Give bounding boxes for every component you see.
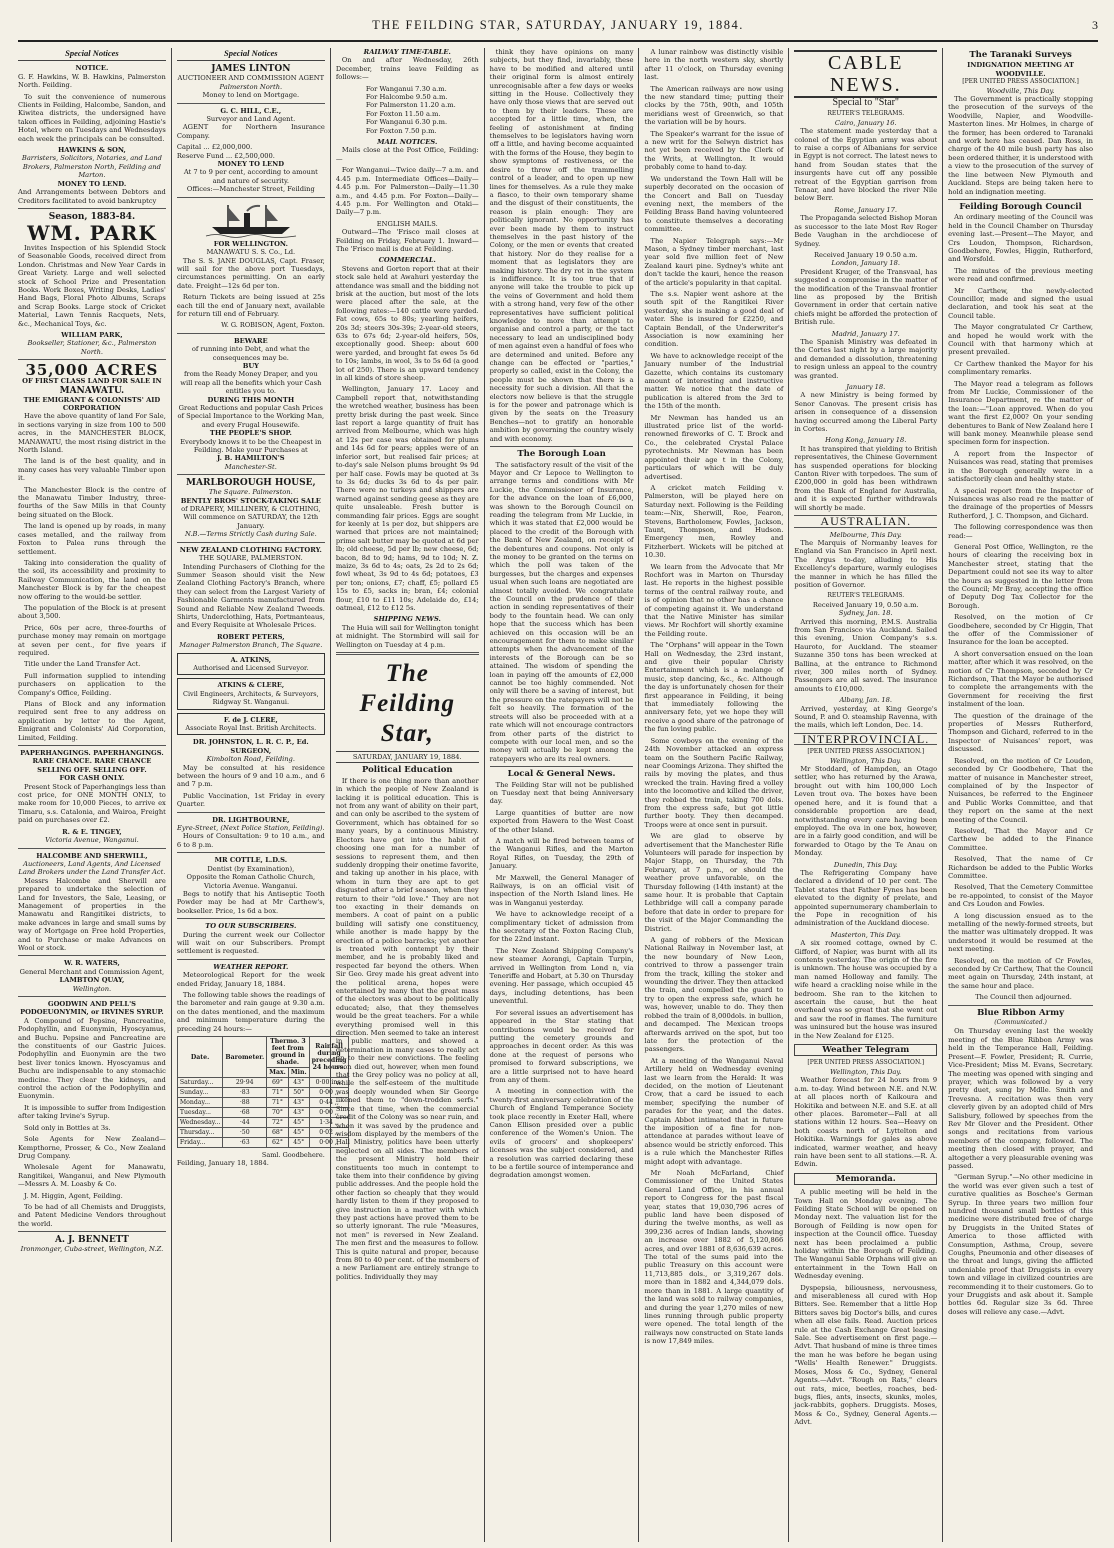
news-p2: The American railways are now using the new standard time; putting their clocks by the 75th, 90th, and 105th meridians west of Greenwich, so that the variation will be by hours.	[644, 84, 784, 127]
memoranda-heading: Memoranda.	[794, 1173, 937, 1185]
notice-names: G. F. Hawkins, W. B. Hawkins, Palmerston North. Feilding.	[18, 72, 166, 90]
nz-clothing-address: THE SQUARE, PALMERSTON.	[198, 554, 303, 563]
atkins-title: Authorised and Licensed Surveyor.	[193, 663, 309, 672]
council-p9: The following correspondence was then read:—	[948, 523, 1093, 540]
during-text: Great Reductions and popular Cash Prices of Special Importance to the Working Man, and every Frugal Housewife.	[177, 404, 325, 429]
atkins-card	[177, 653, 325, 676]
weather-telegram-heading: Weather Telegram	[794, 1044, 937, 1056]
weather-signature: Saml. Goodbehere.	[261, 1151, 325, 1159]
table-cell: 0·00 ,,	[309, 1088, 349, 1098]
local-p8: A meeting in connection with the twenty-first anniversary celebration of the Church of England Temperance Society took place recently in Exeter Hall, where Canon Ellison presided over a public conference of the Women's Union. The evils of grocers' and shopkeepers' licenses was the subject considered, and a resolution was carried declaring these to be a fertile source of intemperance and degradation amongst women.	[489, 1087, 634, 1180]
lightbourne-hours: Hours of Consultation: 9 to 10 a.m., and 6 to 8 p.m.	[176, 832, 325, 849]
table-row	[177, 1138, 349, 1148]
hongkong-dateline: Hong Kong, January 18.	[825, 436, 907, 445]
london-text: President Kruger, of the Transvaal, has suggested a compromise in the matter of the modification of the Transvaal frontier line as proposed by the British Government in order that certain native chiefs might be afforded the protection of British rule.	[794, 267, 938, 327]
local-news-heading: Local & General News.	[507, 769, 616, 780]
land-p2: The Manchester Block is the centre of the Manawatu Timber Industry, three-fourths of the Saw Mills in that County being situated on the Block.	[18, 485, 166, 519]
madrid-text: The Spanish Ministry was defeated in the Cortes last night by a large majority and demanded a dissolution, threatening to resign unless an appeal to the country was granted.	[794, 337, 938, 380]
steamship-company: MANAWATU S. S. Co., Ld.	[206, 248, 296, 257]
table-cell: ·88	[223, 1098, 267, 1108]
political-text: If there is one thing more than another in which the people of New Zealand is lacking it is political education. This is not from any want of ability on their part, and can only be ascribed to the system of Government, which has obtained for so many years, by a continuous Ministry. Electors have got into the habit of choosing one man for a number of sessions to represent them, and then suddenly dropping their onetime favorite, and taking up another in his place, with whom in turn they are apt to get disgusted after a brief season, when they return to their "old love." They are not too exacting in their demands on members. A coat of paint on a public building will satisfy one constituency, while another is made happy by the erection of a police barracks; yet another is treated with contempt by their member, and he is probably liked and respected far beyond the others. When Sir Geo. Grey made his great advent into the political arena, hopes were entertained by many that the great mass of the electors was about to be politically educated; also, that they themselves would be the great teachers. For a while everything promised well in this direction. Men seemed to take an interest in public matters, and showed a determination in many cases to really act up to their new convictions. The feeling soon died out, however, when men found that the Grey policy was no policy at all, while the self-esteem of the multitude was deeply wounded when Sir George likened them to "down-trodden serfs." Since that time, when the commercial credit of the Colony was so near ruin, and when it was saved by the prudence and wisdom displayed by the members of the Hall Ministry, politics have been utterly neglected on all sides. The members of the present Ministry hold their constituents too much in contempt to take them into their confidence by giving public addresses. And the people hold the other faction so cheaply that they would hardly listen to them if they proposed to give instruction in a matter with which they past actions have proved them to be so utterly ignorant. The rule "Measures, not men" is reversed in New Zealand. The men first and the measures to follow. This is quite natural and proper, because from 80 to 40 per cent. of the members of a new Parliament are entirely strange to politics. Individually they may	[335, 776, 479, 1281]
news-p11: The "Orphans" will appear in the Town Hall on Wednesday, the 23rd instant, and give their popular Christy Entertainment which is a melange of music, step dancing, &c., &c. Although the day is unfortunately chosen for their first appearance in Feilding, it being that immediately following the anniversary fete, yet we hope they will receive a good share of the patronage of the fun loving public.	[644, 641, 784, 734]
table-cell: 70°	[267, 1108, 289, 1118]
sydney-dateline: Sydney, Jan. 18.	[838, 609, 893, 618]
weather-report-text: Meteorological Report for the week ended Friday, January 18, 1884.	[176, 971, 325, 988]
table-header-date: Date.	[177, 1037, 223, 1078]
columns	[18, 48, 1098, 1542]
atkins-clere-title: Civil Engineers, Architects, & Surveyors,	[182, 689, 319, 698]
borough-loan-heading: The Borough Loan	[517, 449, 606, 460]
council-p4: The Mayor congratulated Cr Carthew, and hoped he would work with the Council with that harmony which at present prevailed.	[948, 323, 1093, 357]
column-header: Special Notices	[18, 48, 166, 61]
local-p4: Mr Maxwell, the General Manager of Railways, is on an official visit of inspection of the North Island lines. He was in Wanganui yesterday.	[489, 873, 634, 907]
rail-time-4: For Wanganui 6.30 p.m.	[365, 118, 448, 127]
memoranda-text: A public meeting will be held in the Town Hall on Monday evening. The Feilding State School will be opened on Monday next. The valuation list for the Borough of Feilding is now open for inspection at the Council office. Tuesday next has been proclaimed a public holiday within the Borough of Feilding. The Wanganui Sable Orphans will give an entertainment in the Town Hall on Wednesday evening.	[794, 1188, 938, 1281]
money-to-lend: MONEY TO LEND	[217, 160, 285, 169]
money-text: And Arrangements between Debtors and Creditors facilitated to avoid bankruptcy	[18, 188, 166, 205]
clere-name: F. de J. CLERE,	[223, 715, 278, 724]
column-2	[171, 48, 347, 1542]
column-3	[330, 48, 484, 1542]
news-p16: Mr Noah McFarland, Chief Commissioner of the United States General Land Office, in his annual report to Congress for the past fiscal year, states that 19,030,796 acres of public land have been disposed of during the twelve months, as well as 399,236 acres of Indian lands, showing an increase over 1882 of 5,120,866 acres, and over 1881 of 8,636,639 acres. The total of the sums paid into the public Treasury on this account were 11,713,885 dols., or 3,319,267 dols. more than in 1882 and 4,344,079 dols. more than in 1881. A large quantity of the land was sold to railway companies, and during the year 1,270 miles of new lines running through public property were opened. The total length of the railways now constructed on State lands is now 17,849 miles.	[644, 1169, 784, 1346]
special-to-star: Special to "Star"	[832, 97, 899, 108]
cottle-title: Dentist (by Examination),	[207, 864, 295, 873]
weather-table	[177, 1036, 350, 1148]
english-mails: ENGLISH MAILS.	[376, 219, 438, 228]
insurance-agent: AGENT for Northern Insurance Company.	[176, 123, 325, 140]
surveys-press-label: [PER UNITED PRESS ASSOCIATION.]	[962, 78, 1079, 86]
news-p15: At a meeting of the Wanganui Naval Artillery held on Wednesday evening last we learn from the Herald: It was decided, on the motion of Lieutenant Crow, that a card be issued to each member, specifying the number of parades for the year, and the dates. Captain Abbot intimated that in future the imposition of a fine for non-attendance at parades without leave of absence would be strictly enforced. This is a rule which the Manchester Rifles might adopt with advantage.	[644, 1056, 784, 1166]
news-p5: The Napier Telegraph says:—Mr Mason, a Sydney timber merchant, last year sold five million feet of New Zealand kauri pine. Sydney's white ant don't tackle the kauri, hence the reason of the article's popularity in that capital.	[644, 236, 784, 287]
council-p12: A short conversation ensued on the loan matter, after which it was resolved, on the motion of Cr Thompson, seconded by Cr Richardson, That the Mayor be authorised to complete the arrangements with the Government for receiving the first instalment of the loan.	[948, 649, 1093, 709]
peoples-text: Everybody knows it to be the Cheapest in Feilding. Make your Purchases at	[180, 437, 322, 455]
sydney-text: Arrived this morning, P.M.S. Australia from San Francisco via Auckland. Sailed this evening, Union Company's s.s. Hauroto, for Auckland. The steamer Suzanne 350 tons has been wrecked at Ballina, at the entrance to Richmond river, 300 miles north of Sydney. Passengers are all saved. The insurance amounts to £10,000.	[794, 617, 938, 693]
goodwin-p5: Wholesale Agent for Manawatu, Rangitikei, Wanganui, and New Plymouth—Messrs A. M. Loasby & Co.	[18, 1163, 166, 1189]
masterton-dateline: Masterton, This Day.	[830, 930, 901, 939]
table-cell: 0·00 ,,	[309, 1108, 349, 1118]
land-p5: The population of the Block is at present about 3,500.	[18, 603, 166, 621]
mail-heading: MAIL NOTICES.	[377, 138, 438, 147]
steamship-text-2: Return Tickets are being issued at 25s each till the end of January next, available for return till end of February.	[176, 293, 325, 318]
land-p4: Taking into consideration the quality of the soil, its accessibility and proximity to Railway Communication, the land on the Manchester Block is by far the cheapest now offering to the would-be settler.	[18, 558, 166, 601]
lightbourne-address: Eyre-Street, (Next Police Station, Feilding).	[176, 824, 325, 833]
weather-report-text-2: The following table shows the readings of the barometer and rain gauge at 9.30 a.m. on the dates mentioned, and the maximum and minimum temperature during the preceding 24 hours:—	[176, 990, 325, 1033]
table-cell: 71°	[267, 1098, 289, 1108]
paper-name: The Feilding Star,	[359, 660, 455, 748]
clere-card	[177, 713, 325, 736]
council-p11: Resolved, on the motion of Cr Goodbehere, seconded by Cr Higgin, That the offer of the Commissioner of Insurance for the loan be accepted.	[948, 613, 1093, 647]
cottle-address: Opposite the Roman Catholic Church, Victoria Avenue. Wanganui.	[186, 873, 316, 890]
beware-text: of running into Debt, and what the consequences may be.	[191, 345, 310, 362]
table-cell: 1·34 ,,	[309, 1118, 349, 1128]
political-continued: think they have opinions on many subjects, but they find, invariably, these have to be modified and altered until their original form is almost entirely unrecognisable after a few days or weeks sitting in the House. Collectively they have only those views that are served out to them by their leaders. These are accepted for a little time, when, the feeling of astonishment at finding themselves to be legislators having worn off a little, and having become acquainted with the forms of the House, they begin to show symptoms of restiveness, or the desire to throw off the trammelling control of a leader, and to open up new lines for themselves. As a rule they make a fiasco, to their own temporary shame and the disgust of their constituents, the reason is plain enough: They are politically ignorant. No opportunity has ever been made by them to instruct themselves in the past history of the Colony, or the men or events that created that history. Nor do they realise for a moment that as legislators they are making history. The dry rot in the system is indifference. It is too true that if anyone will take the trouble to pick up the veins of Government and hold them with a strong hand, very few of the other representatives have sufficient political knowledge to more than attempt to organise and control a party, or the tact necessary to lead an undisciplined body of men against even a handful of foes who are determined and united. Before any change can be effected or "parties," properly so called, exist in the Colony, the people must be shown that there is a necessity for such a division. All that the electors now believe is that the struggle is for the power and patronage which is given by the seats on the Treasury Benches—not to gratify an honorable ambition by governing the country wisely and with economy.	[489, 48, 634, 443]
table-cell: ·68	[223, 1108, 267, 1118]
bennett-desc: Ironmonger, Cuba-street, Wellington, N.Z.	[20, 1245, 164, 1254]
column-4	[484, 48, 639, 1542]
received-label-2: Received January 19, 0.50 a.m.	[812, 600, 919, 609]
masterton-text: A six roomed cottage, owned by C. Gifford, of Napier, was burnt with all its contents yesterday. The origin of the fire is unknown. The house was occupied by a man named Holloway and family. The wife heard a crackling noise while in the bedroom. She ran to the kitchen to ascertain the cause, but the heat overhead was so great that she went out and saw the roof in flames. The furniture was uninsured but the house was insured in the New Zealand for £125.	[794, 939, 938, 1040]
table-cell: 0·02 ,,	[309, 1128, 349, 1138]
goodwin-p4: Sole Agents for New Zealand—Kempthorne, Prosser, & Co., New Zealand Drug Company.	[18, 1135, 166, 1160]
council-p8: A special report from the Inspector of Nuisances was also read re the matter of the drainage of the properties of Messrs Rutherford, J. C. Thompson, and Gichard.	[948, 486, 1093, 520]
season-heading: Season, 1883-84.	[48, 211, 136, 222]
table-cell: 0·00 ins.	[309, 1078, 349, 1088]
bennett-name: A. J. BENNETT	[54, 1235, 129, 1246]
table-cell: 43°	[288, 1098, 309, 1108]
madrid-dateline: Madrid, January 17.	[831, 329, 900, 338]
goodwin-p2: It is impossible to suffer from Indigestion after taking Irvine's Syrup.	[18, 1103, 166, 1121]
reserve-fund: Reserve Fund ... £2,500,000.	[176, 151, 275, 160]
peters-title: Manager Palmerston Branch, The Square.	[179, 641, 323, 650]
hill-offices: Offices:—Manchester Street, Feilding	[186, 185, 315, 194]
london-dateline: London, January 18.	[831, 259, 901, 268]
table-row	[177, 1078, 349, 1088]
table-cell: 50°	[288, 1088, 309, 1098]
albany-text: Arrived, yesterday, at King George's Sound, P. and O. steamship Ravenna, with the mails, which left London, Dec. 14.	[794, 704, 938, 730]
table-cell: 43°	[288, 1108, 309, 1118]
waters-desc: General Merchant and Commission Agent,	[19, 967, 165, 976]
local-p2: Large quantities of butter are now exported from Hawera to the West Coast of the other Island.	[489, 808, 634, 834]
news-p7: We have to acknowledge receipt of the January number of the Industrial Gazette, which contains its customary amount of interesting and instructive matter. We notice that the date of publication is altered from the 3rd to the 15th of the month.	[644, 351, 784, 411]
park-signature: WILLIAM PARK,	[61, 330, 123, 339]
column-5	[638, 48, 788, 1542]
council-p1: An ordinary meeting of the Council was held in the Council Chamber on Thursday evening last.—Present—The Mayor, and Crs Loudon, Thompson, Richardson, Goodbehere, Fowles, Higgin, Rutherford, and Worsfold.	[948, 213, 1093, 264]
park-text: Invites Inspection of his Splendid Stock of Seasonable Goods, received direct from London. Christmas and New Year Cards in Great Variety. Large and well selected stock of School Prize and Presentation Books. Work Boxes, Writing Desks, Ladies' Hand Bags, Floral Photo Albums, Scraps and Scrap Books. Large stock of Cricket Material, Lawn Tennis Racquets, Nets, &c., Mechanical Toys, &c.	[18, 243, 166, 328]
news-p8: Mr Newman has handed us an illustrated price list of the world-renowned fireworks of C. T. Brock and Co., the celebrated Crystal Palace pyrotechnists. Mr Newman has been appointed their age t in the Colony, particulars of which will be duly advertised.	[644, 413, 784, 481]
land-p9: Plans of Block and any information required sent free to any address on application by letter to the Agent, Emigrant and Colonists' Aid Corporation, Limited, Feilding.	[18, 700, 166, 742]
surveys-text: The Government is practically stopping the prosecution of the surveys of the Woodville, Napier, and Woodville-Masterton lines. Mr Holmes, in charge of the former, has been ordered to Taranaki and work here has ceased. Dan Ross, in charge of the 40 mile bush party has also been ordered thither, it is understood with a view to the prosecution of the survey of the line between New Plymouth and Auckland. Steps are being taken here to hold an indignation meeting.	[948, 95, 1093, 196]
atkins-clere-name: ATKINS & CLERE,	[217, 681, 285, 690]
notice-title: NOTICE.	[75, 64, 109, 73]
land-p3: The land is opened up by roads, in many cases metalled, and the railway from Foxton to Palea runs through the settlement.	[18, 522, 166, 556]
linton-desc: AUCTIONEER AND COMMISSION AGENT	[177, 74, 325, 83]
press-label: [PER UNITED PRESS ASSOCIATION.]	[807, 748, 925, 756]
table-cell: Monday...	[177, 1098, 223, 1108]
table-row	[177, 1088, 349, 1098]
cottle-name: MR COTTLE, L.D.S.	[214, 856, 288, 865]
marlborough-house: MARLBOROUGH HOUSE,	[186, 478, 316, 489]
dunedin-dateline: Dunedin, This Day.	[833, 860, 898, 869]
johnston-hours: May be consulted at his residence between the hours of 9 and 10 a.m., and 6 and 7 p.m.	[176, 763, 325, 789]
table-cell: Thursday...	[177, 1128, 223, 1138]
nz-clothing-heading: NEW ZEALAND CLOTHING FACTORY.	[179, 545, 322, 554]
local-p5: We have to acknowledge receipt of a complimentary ticket of admission from the secretary of the Foxton Racing Club, for the 22nd instant.	[489, 910, 634, 944]
goodwin-heading: GOODWIN AND PELL'S PODOEUONYMIN, or IRVINES SYRUP.	[20, 1000, 164, 1017]
council-p6: The Mayor read a telegram as follows from Mr Luckie, Commissioner of the Insurance Department, re the matter of the loan:—"Loan approved. When do you want the first £2,000? On your sending debentures to Bank of New Zealand here I will bank money. Meanwhile please send specimen form for inspection.	[948, 379, 1093, 447]
council-p19: Resolved, on the motion of Cr Fowles, seconded by Cr Carthew, That the Council meet again on Thursday, 24th instant, at the same hour and place.	[948, 956, 1093, 990]
rail-time-0: For Wanganui 7.30 a.m.	[365, 84, 447, 93]
lambton-quay: LAMBTON QUAY,	[59, 976, 125, 985]
halcombe-desc: Auctioneers, Land Agents, And Licensed Land Brokers under the Land Transfer Act.	[18, 859, 166, 877]
council-p3: Mr Carthew, the newly-elected Councillor, made and signed the usual declaration, and took his seat at the Council table.	[948, 286, 1093, 320]
park-name: WM. PARK	[27, 220, 157, 245]
english-mails-text: Outward—The 'Frisco mail closes at Feilding on Friday, February 1. Inward—The 'Frisco mail is due at Feilding.	[335, 228, 479, 253]
column-1	[18, 48, 171, 1542]
linton-name: JAMES LINTON	[211, 64, 291, 75]
jan18-text: A new Ministry is being formed by Senor Canovas. The present crisis has arisen in consequence of a dissension having occurred among the Liberal Party in Cortes.	[794, 391, 938, 434]
selling-off: SELLING OFF. SELLING OFF.	[37, 765, 147, 774]
notice-text: To suit the convenience of numerous Clients in Feilding, Halcombe, Sandon, and Kiwitea districts, the undersigned have taken offices in Feilding, adjoining Hastie's Hotel, where on Tuesdays and Wednesdays each week the principals can be consulted.	[18, 92, 166, 143]
council-p18: A long discussion ensued as to the metalling of the newly-formed streets, but the matter was ultimately dropped. It was understood it would be resumed at the next meeting.	[948, 911, 1093, 954]
clere-title: Associate Royal Inst. British Architects.	[185, 724, 317, 732]
table-cell: 45°	[288, 1138, 309, 1148]
weather-report-heading: WEATHER REPORT.	[213, 962, 289, 971]
table-cell: 0·44 ,,	[309, 1098, 349, 1108]
table-cell: Friday...	[177, 1138, 223, 1148]
reuters-label: REUTER'S TELEGRAMS.	[827, 110, 905, 118]
hongkong-text: It has transpired that yielding to British representatives, the Chinese Government has suspended operations for blocking Canton River with torpedoes. The sum of £200,000 in gold has been withdrawn from the Bank of England for Australia, and it is expected further withdrawals will shortly be made.	[794, 444, 938, 512]
company-name: THE EMIGRANT & COLONISTS' AID CORPORATION	[23, 395, 161, 412]
atkins-clere-card	[177, 678, 325, 709]
acres-heading: 35,000 ACRES	[25, 361, 159, 380]
blue-ribbon-text: On Thursday evening last the weekly meeting of the Blue Ribbon Army was held in the Temperance Hall, Feilding. Present—F. Fowler, President; R. Currie, Vice-President; Miss M. Evans, Secretary. The meeting was opened with singing and prayer, which was followed by a very pretty duet, sung by Mdlle. Smith and Trevesna. A recitation was then very cleverly given by an adopted child of Mrs Salisbury, followed by speeches from the Rev Mr Glover and the President. Other songs and recitations from various members of the company, followed. The meeting then closed with prayer, and altogether a very pleasurable evening was passed.	[948, 1027, 1093, 1170]
rail-time-5: For Foxton 7.50 p.m.	[365, 126, 437, 135]
steamship-icon	[206, 201, 296, 237]
beware-heading: BEWARE	[233, 336, 268, 345]
news-p1: A lunar rainbow was distinctly visible here in the north western sky, shortly after 11 o'clock, on Thursday evening last.	[644, 48, 784, 82]
table-cell: 0·00 ,,	[309, 1138, 349, 1148]
johnston-vaccination: Public Vaccination, 1st Friday in every Quarter.	[176, 791, 325, 809]
council-p10: General Post Office, Wellington, re the hours of clearing the receiving box in Manchester street, stating that the Department could not see its way to alter the hours as suggested in the letter from the Council; Mr Bray, accepting the office of Deputy Dog Tax Collector for the Borough.	[948, 542, 1093, 610]
council-heading: Feilding Borough Council	[959, 201, 1082, 212]
halcombe-name: HALCOMBE AND SHERWILL,	[36, 851, 148, 860]
council-p13: The question of the drainage of the properties of Messrs Rutherford, Thompson and Gichard, referred to in the Inspector of Nuisances' report, was discussed.	[948, 711, 1093, 754]
money-heading: MONEY TO LEND.	[57, 179, 127, 188]
mail-text: Mails close at the Post Office, Feilding:—	[335, 146, 479, 163]
land-p6: Price, 60s per acre, three-fourths of purchase money may remain on mortgage at seven per cent., for five years if required.	[18, 623, 166, 657]
table-cell: ·83	[223, 1088, 267, 1098]
peoples-shop: THE PEOPLE'S SHOP.	[209, 429, 292, 438]
buy-heading: BUY	[242, 361, 259, 370]
news-p13: We are glad to observe by advertisement that the Manchester Rifle Volunteers will parade for inspection by Major Stapp, on Thursday, the 7th February, at 7 p.m., or should the weather prove unfavorable, on the Thursday following (14th instant) at the same hour. It is probable that Captain Lethbridge will call a company parade before that date in order to prepare for the visit of the Major Commanding the District.	[644, 832, 784, 933]
land-p7: Title under the Land Transfer Act.	[24, 660, 141, 669]
railway-heading: RAILWAY TIME-TABLE.	[363, 48, 451, 56]
council-p2: The minutes of the previous meeting were read and confirmed.	[948, 266, 1093, 284]
bently-sale: BENTLY BROS' STOCK-TAKING SALE	[180, 496, 321, 505]
wellington-text: Mr Stoddard, of Hampden, an Otago settler, who has returned by the Arawa, brought out with him 100,000 Loch Leven trout ova. The boxes have been opened here, and it is found that a considerable proportion are dead, notwithstanding every care having been employed. The ova in one box, however, are in a fairly good condition, and will be forwarded to Otago by the Te Anau on Monday.	[794, 765, 938, 858]
local-p7: For several issues an advertisement has appeared in the Star stating that contributions would be received for putting the cemetery grounds and approaches in decent order. As this was done at the request of persons who promised to forward subscriptions, we are a little surprised not to have heard from any of them.	[489, 1008, 634, 1084]
indignation-heading: INDIGNATION MEETING AT WOODVILLE.	[967, 61, 1074, 78]
news-p9: A cricket match Feilding v. Palmerston, will be played here on Saturday next. Following is the Feilding team:—Nix, Sherwill, Roe, Fearon, Stevens, Bartholomew, Fowles, Jackson, Taunt, Thompson, and Hudson. Emergency men, Rowley and Fitzherbert. Wickets will be pitched at 10.30.	[644, 483, 784, 560]
news-p4: We understand the Town Hall will be superbly decorated on the occasion of the Concert and Ball on Tuesday evening next, the members of the Feilding Brass Band having volunteered to constitute themselves a decorating committee.	[644, 174, 784, 234]
cairo-dateline: Cairo, January 16.	[834, 118, 897, 127]
table-cell: 72°	[267, 1118, 289, 1128]
local-p6: The New Zealand Shipping Company's new steamer Aorangi, Captain Turpin, arrived in Wellington from Lond n, via Teneriffe and Hobart, at 5.30 on Thursday evening. Her passage, which occupied 45 days, including detentions, has been uneventful.	[489, 946, 634, 1006]
australian-heading: AUSTRALIAN.	[794, 515, 937, 527]
news-p6: The s.s. Napier went ashore at the south spit of the Rangitikei River yesterday, she is making a good deal of water. She is insured for £2250, and Captain Bendall, of the Underwriter's Association is now examining her condition.	[644, 289, 784, 349]
blue-ribbon-heading: Blue Ribbon Army	[977, 1007, 1065, 1018]
council-p20: The Council then adjourned.	[975, 993, 1072, 1002]
acres-sub: OF FIRST CLASS LAND FOR SALE IN	[22, 377, 162, 386]
land-p8: Full information supplied to intending purchasers on application to the Company's Office, Feilding.	[18, 671, 166, 697]
table-cell: 62°	[267, 1138, 289, 1148]
table-cell: ·44	[223, 1118, 267, 1128]
nz-clothing-text: Intending Purchasers of Clothing for the Summer Season should visit the New Zealand Clothing Factory's Branch, where they can select from the Largest Variety of Fashionable Garments manufactured from Sound and Reliable New Zealand Tweeds. Shirts, Underclothing, Hats, Portmanteaus, and Every Requisite at Wholesale Prices.	[176, 562, 325, 630]
table-row	[177, 1108, 349, 1118]
cottle-text: Begs to notify that his Antiseptic Tooth Powder may be had at Mr Carthew's, bookseller. Price, 1s 6d a box.	[176, 889, 325, 915]
table-cell: 71°	[267, 1088, 289, 1098]
council-p5: Cr Carthew thanked the Mayor for his complimentary remarks.	[948, 359, 1093, 377]
weather-telegram-text: Weather forecast for 24 hours from 9 a.m. to-day. Wind between N.E. and N.W. at all places north of Kaikoura and Hokitika and between N.E. and S.E. at all other places. Barometer—Fall at all stations within 12 hours. Sea—Heavy on both coasts north of Lyttelton and Hokitika. Warnings for gales as above indicated, warmer weather, and heavy rain have been sent to all stations.—R. A. Edwin.	[794, 1076, 938, 1169]
halcombe-text: Messrs Halcombe and Sherwill are prepared to undertake the selection of Land for Investors, the Sale, Leasing, or Management of properties in the Manawatu and Rangitikei districts, to make advances in large and small sums by way of Mortgage on Free hold Properties, and to Purchase or make Advances on Wool or stock.	[18, 876, 166, 952]
land-p1: The land is of the best quality, and in many cases has very valuable Timber upon it.	[18, 457, 166, 483]
firm-name: HAWKINS & SON,	[57, 146, 126, 155]
table-header-barometer: Barometer.	[223, 1037, 267, 1078]
rome-text: The Propaganda selected Bishop Moran as successor to the late Most Rev Roger Bede Vaughan in the archdiocese of Sydney.	[794, 214, 938, 248]
communicated-label: (Communicated.)	[994, 1019, 1047, 1027]
bently-goods: of DRAPERY, MILLINERY, & CLOTHING,	[181, 505, 321, 514]
column-7	[942, 48, 1098, 1542]
table-row	[177, 1098, 349, 1108]
news-p10: We learn from the Advocate that Mr Rochfort was in Marton on Thursday last. He reports in the highest possible terms of the central railway route, and is of opinion that no other has a chance of competing against it. We understand that the Native Minister has similar views. Mr Rochfort will shortly examine the Feilding route.	[644, 562, 784, 638]
jan18-dateline: January 18.	[846, 383, 886, 391]
table-row	[177, 1128, 349, 1138]
hill-name: G. C. HILL, C.E.,	[220, 106, 282, 115]
lightbourne-name: DR. LIGHTBOURNE,	[212, 815, 290, 824]
melbourne-text: The Marquis of Normanby leaves for England via San Francisco in April next. The Argus to-day, alluding to His Excellency's departure, warmly eulogises the manner in which he has filled the position of Governor.	[794, 538, 938, 589]
weather-press-label: [PER UNITED PRESS ASSOCIATION.]	[807, 1059, 925, 1067]
during-heading: DURING THIS MONTH	[207, 395, 295, 404]
table-cell: 69°	[267, 1078, 289, 1088]
waters-city: Wellington.	[72, 984, 112, 993]
surveys-heading: The Taranaki Surveys	[969, 50, 1072, 60]
tingey-name: R. & E. TINGEY,	[62, 827, 122, 836]
rail-time-3: For Foxton 11.50 a.m.	[365, 109, 441, 118]
page-number: 3	[1092, 18, 1098, 32]
news-p14: A gang of robbers of the Mexican National Railway in November last, at the new boundary of New Leon, contrived to throw a passenger train from the track, killing the stoker and wounding the driver. They then attacked the train, and compelled the guard to try to open the express safe, which he was, however, unable to do. They then robbed the train of 8,000dols. in bullion, and decamped. The Mexican troops afterwards arrived on the spot, but too late for the protection of the passengers.	[644, 936, 784, 1054]
tingey-address: Victoria Avenue, Wanganui.	[45, 836, 139, 845]
commercial-p2: Wellington, January 17. Lacey and Campbell report that, notwithstanding the wretched weather, business has been pretty brisk during the past week. Since last report a large quantity of fruit has arrived from Melbourne, which was high at 12s per case was obtained for plums and 14s 6d for pears; apples were of an inferior sort, but realised fair prices; at to-day's sale Nelson plums brought 9s 9d per half case. Fowls may be quoted at 3s to 3s 6d; ducks 3s 6d to 4s per pair. There were no turkeys and shippers are warned against sending geese as they are quite unsaleable. Fresh butter is commanding fair prices. Eggs are sought for keenly at 1s per doz, but shippers are warned that prices are not maintained; prime salt butter may be quoted at 6d per lb; old cheese, 5d per lb; new cheese, 6d; bacon, 8d to 9d; hams, 9d to 10d; N. Z. maize, 3s 6d to 4s; oats, 2s 2d to 2s 6d; fowl wheat, 3s 9d to 4s 6d; potatoes, £3 per ton; onions, £7; chaff, £5; pollard £5 15s to £5, sacks in; bran, £4; colonial flour, £10 to £11 10s; Adelaide do, £14; oatmeal, £12 to £12 5s.	[335, 385, 479, 612]
mail-times: For Wanganui—Twice daily—7 a.m. and 4.45 p.m. Intermediate Offices—Daily—4.45 p.m. For Palmerston—Daily—11.30 a.m., and 4.45 p.m. For Foxton—Daily—4.45 p.m. For Wellington and Otaki—Daily—7 p.m.	[335, 166, 479, 217]
table-header-thermo: Thermo. 3 feet from ground in shade.	[267, 1037, 310, 1068]
cash-only: FOR CASH ONLY.	[59, 774, 125, 783]
atkins-name: A. ATKINS,	[230, 655, 272, 664]
weather-date: Feilding, January 18, 1884.	[176, 1159, 269, 1168]
goodwin-p7: To be had of all Chemists and Druggists, and Patent Medicine Vendors throughout the world.	[18, 1202, 166, 1228]
table-cell: 45°	[288, 1118, 309, 1128]
park-signature-2: Bookseller, Stationer, &c., Palmerston North.	[27, 339, 157, 356]
table-cell: Saturday...	[177, 1078, 223, 1088]
council-p17: Resolved, That the Cemetery Committee be re-appointed, to consist of the Mayor and Crs Loudon and Fowles.	[948, 883, 1093, 909]
table-cell: 43°	[288, 1078, 309, 1088]
table-header-min: Min.	[288, 1068, 309, 1078]
melbourne-dateline: Melbourne, This Day.	[829, 530, 902, 539]
manawatu-heading: MANAWATU.	[59, 385, 125, 396]
table-cell: Sunday...	[177, 1088, 223, 1098]
johnston-name: DR. JOHNSTON, L. R. C. P., Ed. SURGEON,	[192, 738, 309, 755]
rail-time-2: For Palmerston 11.20 a.m.	[365, 101, 456, 110]
masthead	[18, 12, 1098, 42]
council-p16: Resolved, That the name of Cr Richardson be added to the Public Works Committee.	[948, 855, 1093, 880]
borough-loan-text: The satisfactory result of the visit of the Mayor and Cr Lepoce to Wellington to arrange terms and conditions with Mr Luckie, the Commissioner of Insurance, for the advance on the loan of £6,000, was shown to the Borough Council on reading the telegram from Mr Luckie, in which it was stated that £2,000 would be placed to the credit of the Borough with the Bank of New Zealand, on receipt of the debentures and coupons. Not only is the money to be granted on the terms on which the poll was taken of the burgesses, but the charges and expenses usual when such loans are negotiated are almost totally avoided. We congratulate the Council on the prudence of their action in sending representatives of their body to the fountain head. We can only hope that the success which has been achieved on this occasion will be an encouragement for them to make similar attempts when the advancement of the interests of the Borough can be so attained. The wisdom of spending the loan in paying off the amounts of £2,000 cannot be too highly commended. Not only will there be a saving of interest, but the pressure on the ratepayers will not be felt so heavily. The formation of the streets will also be proceeded with at a rate which will not encourage contractors from other parts of the district to compete with our local men, and so the money will actually be kept among the ratepayers who are its real owners.	[489, 460, 634, 763]
table-cell: 45°	[288, 1128, 309, 1138]
waters-name: W. R. WATERS,	[64, 959, 120, 968]
linton-money: Money to lend on Mortgage.	[202, 91, 300, 100]
rail-time-1: For Halcombe 9.50 a.m.	[365, 93, 448, 102]
wellington-dateline: Wellington, This Day.	[830, 756, 902, 765]
table-cell: ·50	[223, 1128, 267, 1138]
johnston-address: Kimbolton Road, Feilding.	[206, 755, 295, 764]
goodwin-p3: Sold only in Bottles at 3s.	[24, 1123, 111, 1132]
goodwin-p6: J. M. Higgin, Agent, Feilding.	[24, 1191, 123, 1200]
albany-dateline: Albany, Jan. 18.	[839, 696, 893, 705]
woodville-dateline: Woodville, This Day.	[986, 86, 1055, 95]
table-cell: ·63	[223, 1138, 267, 1148]
buy-text: from the Ready Money Draper, and you will reap all the benefits which your Cash entitles you to.	[180, 370, 322, 396]
council-p7: A report from the Inspector of Nuisances was read, stating that premises in the Borough generally were in a satisfactorily clean and healthy state.	[948, 449, 1093, 484]
money-to-lend-text: At 7 to 9 per cent, according to amount and nature of security.	[183, 168, 318, 185]
cairo-text: The statement made yesterday that a colonel of the Egyptian army was about to raise a corps of Albanians for service in Egypt is not correct. The latest news to hand from Soudan states that the insurgents have cut off any possible retreat of the Egyptian garrison from Tenaar, and have blocked the river Nile below Berr.	[794, 127, 938, 203]
bently-date: Will commence on SATURDAY, the 12th January.	[183, 513, 319, 530]
subscribers-heading: TO OUR SUBSCRIBERS.	[205, 922, 297, 931]
peters-name: ROBERT PETERS,	[217, 632, 285, 641]
weather-wellington: Wellington, This Day.	[830, 1067, 902, 1076]
commercial-p1: Stevens and Gorton report that at their stock sale held at Awahuri yesterday the attendance was small and the bidding not brisk at the auction, but most of the lots were placed after the sale, at the following rates:—140 cattle were yarded. Fat cows, 65s to 80s; yearling heifers, 20s 3d; steers 30s-39s; 2-year-old steers, 63s to 67s 6d; 2-year-old heifers, 50s, exceptionally good. Sheep: about 600 were yarded, and brought fat ewes 5s 6d to 10s; lambs, in wool, 3s to 5s 6d (a good lot of 250). There is an upward tendency in all kinds of store sheep.	[335, 264, 479, 383]
local-p3: A match will be fired between teams of the Wanganui Rifles, and the Marton Royal Rifles, on Tuesday, the 29th of January.	[489, 836, 634, 871]
cash-text: Present Stock of Paperhangings less than cost price, for ONE MONTH ONLY, to make room for 10,000 Pieces, to arrive ex Timaru, s.s. Catalonia, and Wairoa, Freight paid on purchases over £2.	[18, 782, 166, 825]
political-heading: Political Education	[361, 765, 453, 776]
subscribers-text: During the current week our Collector will wait on our Subscribers. Prompt settlement is requested.	[176, 930, 325, 956]
local-p1: The Feilding Star will not be published on Tuesday next that being Anniversary day.	[489, 780, 634, 806]
linton-place: Palmerston North.	[219, 82, 283, 91]
atkins-clere-address: Ridgway St. Wanganui.	[212, 698, 290, 707]
capital: Capital ... £2,000,000.	[176, 143, 253, 152]
table-cell: 68°	[267, 1128, 289, 1138]
news-p3: The Speaker's warrant for the issue of a new writ for the Selwyn district has not yet been received by the Clerk of the Writs, at Wellington. It would probably come to hand to-day.	[644, 129, 784, 172]
table-header-max: Max.	[267, 1068, 289, 1078]
company-text: Have the above quantity of land For Sale, in sections varying in size from 100 to 500 acres, in the MANCHESTER BLOCK, MANAWATU, the most rising district in the North Island.	[18, 412, 166, 455]
column-header: Special Notices	[177, 48, 325, 61]
news-p12: Some cowboys on the evening of the 24th November attacked an express team on the Southern Pacific Railway, near Coomings Arizona. They shifted the rails by moving the plates, and thus wrecked the train. Having fired a volley into the locomotive and killed the driver, they robbed the train, taking 700 dols. from the express safe, but got little further booty. They then decamped. Troops were at once sent in pursuit.	[644, 736, 784, 829]
dateline: SATURDAY, JANUARY 19, 1884.	[336, 751, 479, 763]
reuters-label-2: REUTER'S TELEGRAMS.	[827, 592, 905, 600]
masthead-title: THE FEILDING STAR, SATURDAY, JANUARY 19, 1884.	[372, 18, 744, 32]
table-row	[177, 1118, 349, 1128]
received-label: Received January 19 0.50 a.m.	[813, 250, 918, 259]
column-6	[788, 48, 942, 1542]
hamilton-address: Manchester-St.	[224, 462, 277, 471]
firm-desc: Barristers, Solicitors, Notaries, and Land Brokers, Palmerston North, Feilding and Marton.	[21, 154, 162, 180]
council-p14: Resolved, on the motion of Cr Loudon, seconded by Cr Goodbehere, That the matter of nuisance in Manchester street, complained of by the Inspector of Nuisances, be referred to the Engineer and Public Works Committee, and that they report on the same at the next meeting of the Council.	[948, 756, 1093, 824]
shipping-heading: SHIPPING NEWS.	[373, 615, 441, 624]
rare-chance: RARE CHANCE. RARE CHANCE	[32, 757, 152, 766]
hill-desc: Surveyor and Land Agent.	[206, 115, 296, 124]
steamship-text: The S. S. JANE DOUGLAS, Capt. Fraser, will sail for the above port Tuesdays, circumstances permitting. On an early date. Freight—12s 6d per ton.	[176, 256, 325, 290]
interprovincial-heading: INTERPROVINCIAL.	[794, 733, 937, 745]
table-cell: 29·94	[223, 1078, 267, 1088]
railway-text: On and after Wednesday, 26th December, trains leave Feilding as follows:—	[335, 56, 479, 82]
table-header-rainfall: Rainfall during preceding 24 hours.	[309, 1037, 349, 1078]
rome-dateline: Rome, January 17.	[834, 205, 898, 214]
cable-news-heading: CABLE NEWS.	[794, 50, 937, 98]
memoranda-ads: Dyspepsia, biliousness, nervousness, and miserableness all cured with Hop Bitters. See. Remember that a little Hop Bitters saves big Doctor's bills, and cures when all else fails. Read. Auction prices rule at the Cash Exchange Great leasing Sale. See advertisement on first page.—Advt. That husband of mine is three times the man he was before he began using "Wells' Health Renewer." Druggists. Moses, Moss & Co., Sydney, General Agents.—Advt. "Rough on Rats," clears out rats, mice, beetles, roaches, bed-bugs, flies, ants, insects, skunks, moles, jack-rabbits, gophers. Druggists. Moses, Moss & Co., Sydney, General Agents.—Advt.	[794, 1283, 938, 1427]
german-syrup-ad: "German Syrup."—No other medicine in the world was ever given such a test of curative qualities as Boschee's German Syrup. In three years two million four hundred thousand small bottles of this medicine were distributed free of charge by Druggists in the United States of America to those afflicted with Consumption, Asthma, Croup, severe Coughs, Pneumonia and other diseases of the throat and lungs, giving the afflicted undeniable proof that Druggists in every town and village in civilized countries are recommending it to their customers. Go to your Druggists and ask about it. Sample bottles 6d. Regular size 3s 6d. Three doses will relieve any case.—Advt.	[948, 1173, 1093, 1316]
robison-signature: W. G. ROBISON, Agent, Foxton.	[221, 321, 325, 330]
bently-terms: N.B.—Terms Strictly Cash during Sale.	[184, 530, 317, 539]
commercial-heading: COMMERCIAL.	[378, 256, 436, 265]
for-wellington: FOR WELLINGTON.	[213, 239, 288, 248]
table-cell: Tuesday...	[177, 1108, 223, 1118]
shipping-text: The Huia will sail for Wellington tonight at midnight. The Stormbird will sail for Wellington on Tuesday at 4 p.m.	[335, 623, 479, 649]
dunedin-text: The Refrigerating Company have declared a dividend of 10 per cent. The Tablet states that Father Fynes has been elevated to the dignity of prelate, and appointed supernumerary chamberlain to the Pope in recognition of his administration of the Auckland diocese.	[794, 868, 938, 928]
hamilton-name: J. B. HAMILTON'S	[217, 454, 285, 463]
table-cell: Wednesday...	[177, 1118, 223, 1128]
council-p15: Resolved, That the Mayor and Cr Carthew be added to the Finance Committee.	[948, 826, 1093, 852]
goodwin-text: A Compound of Pepsine, Pancreatine, Podophyllin, and Euonymin, Hyoscyamus, and Buchu. Pepsine and Pancreatine are the constituents of our Gastric Juices. Podophyllin and Euonymin are the two best liver tonics known. Hyoscyamus and Buchu are indispensable to any stomachic medicine. They clear the kidneys, and control the action of the Podophyllin and Euonymin.	[18, 1016, 166, 1101]
paperhangings-heading: PAPERHANGINGS. PAPERHANGINGS.	[20, 749, 164, 758]
marlborough-address: The Square. Palmerston.	[208, 488, 293, 497]
